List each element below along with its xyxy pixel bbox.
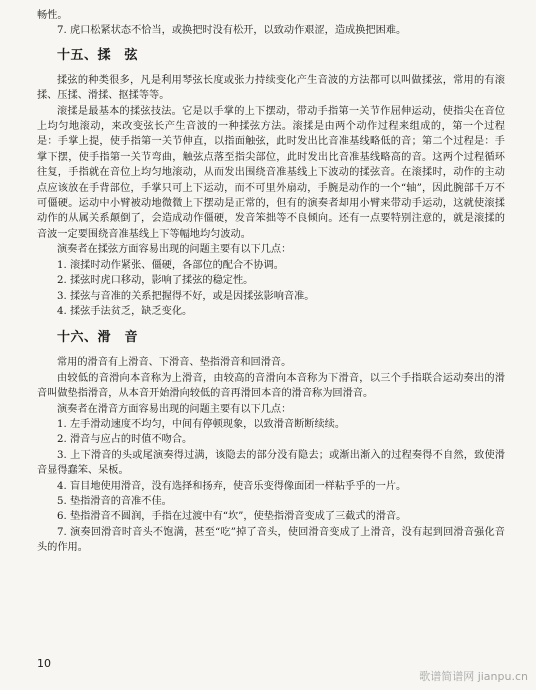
list-item: 6. 垫指滑音不圆润，手指在过渡中有“坎”，使垫指滑音变成了三截式的滑音。 — [57, 511, 407, 523]
list-item: 3. 上下滑音的头或尾演奏得过满，该隐去的部分没有隐去；或渐出渐入的过程奏得不自然，致使滑音显得蠢笨、呆板。 — [37, 449, 505, 477]
page-number: 10 — [37, 657, 51, 670]
list-item: 2. 揉弦时虎口移动，影响了揉弦的稳定性。 — [57, 275, 254, 287]
list-item: 4. 揉弦手法贫乏，缺乏变化。 — [57, 305, 193, 317]
paragraph: 演奏者在揉弦方面容易出现的问题主要有以下几点： — [57, 244, 292, 256]
paragraph: 由较低的音滑向本音称为上滑音，由较高的音滑向本音称为下滑音，以三个手指联合运动奏出的滑音叫做垫指滑音，从本音开始滑向较低的音再滑回本音的滑音称为回滑音。 — [37, 372, 505, 400]
list-item: 1. 滚揉时动作紧张、僵硬，各部位的配合不协调。 — [57, 259, 284, 271]
continuation-line: 畅性。 — [37, 10, 68, 21]
list-item: 5. 垫指滑音的音准不佳。 — [57, 495, 172, 507]
list-item: 1. 左手滑动速度不均匀，中间有停顿现象，以致滑音断断续续。 — [57, 418, 346, 430]
section-heading-vibrato: 十五、揉 弦 — [57, 47, 139, 63]
paragraph: 演奏者在滑音方面容易出现的问题主要有以下几点： — [57, 403, 292, 415]
text-body — [37, 8, 505, 556]
list-item: 2. 滑音与应占的时值不吻合。 — [57, 434, 193, 446]
list-item: 4. 盲目地使用滑音，没有选择和扬弃，使音乐变得像面团一样粘乎乎的一片。 — [57, 480, 407, 492]
paragraph: 滚揉是最基本的揉弦技法。它是以手掌的上下摆动，带动手指第一关节作屈伸运动，使指尖在音位上均匀地滚动，来改变弦长产生音波的一种揉弦方法。滚揉是由两个动作过程来组成的，第一个过程是：手掌上提，使手指第一关节伸直，以指面触弦，此时发出比音准基线略低的音；第二个过程是：手掌下摆，使手指第一关节弯曲，触弦点落至指尖部位，此时发出比音准基线略高的音。这两个过程循环往复，手指就在音位上均匀地滚动，从而发出围绕音准基线上下波动的揉弦音。在滚揉时，动作的主动点应该放在手背部位，手掌只可上下运动，而不可里外扇动，手腕是动作的一个“轴”，因此腕部千万不可僵硬。运动中小臂被动地微微上下摆动是正常的，但有的演奏者却用小臂来带动手运动，这就使滚揉动作的从属关系颠倒了，会造成动作僵硬，发音笨拙等不良倾向。还有一点要特别注意的，就是滚揉的音波一定要围绕音准基线上下等幅地均匀波动。 — [37, 105, 505, 240]
list-item: 7. 虎口松紧状态不恰当，或换把时没有松开，以致动作艰涩，造成换把困难。 — [57, 25, 407, 37]
list-item: 3. 揉弦与音准的关系把握得不好，或是因揉弦影响音准。 — [57, 290, 315, 302]
paragraph: 揉弦的种类很多，凡是利用琴弦长度或张力持续变化产生音波的方法都可以叫做揉弦，常用的有滚揉、压揉、滑揉、抠揉等等。 — [37, 74, 505, 102]
paragraph: 常用的滑音有上滑音、下滑音、垫指滑音和回滑音。 — [57, 357, 292, 369]
watermark: 歌谱简谱网 jianpu.cn — [419, 670, 528, 683]
list-item: 7. 演奏回滑音时音头不饱满，甚至“吃”掉了音头，使回滑音变成了上滑音，没有起到回滑音强化音头的作用。 — [37, 526, 505, 554]
section-heading-glissando: 十六、滑 音 — [57, 330, 139, 346]
